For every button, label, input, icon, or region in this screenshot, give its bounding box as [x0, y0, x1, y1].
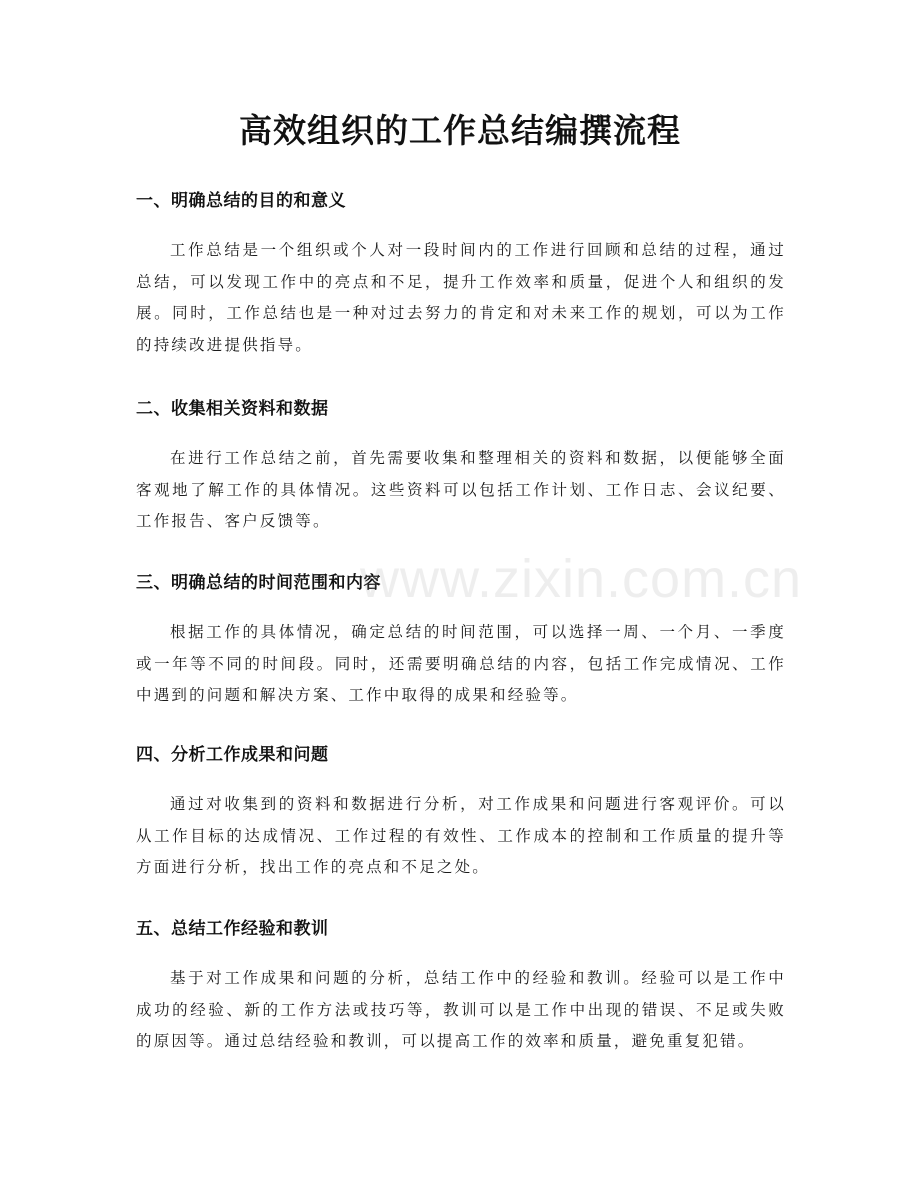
section-paragraph: 根据工作的具体情况，确定总结的时间范围，可以选择一周、一个月、一季度或一年等不同的时间段。同时，还需要明确总结的内容，包括工作完成情况、工作中遇到的问题和解决方案、工作中取得的成果和经验等。: [136, 623, 786, 704]
section-paragraph: 工作总结是一个组织或个人对一段时间内的工作进行回顾和总结的过程，通过总结，可以发现工作中的亮点和不足，提升工作效率和质量，促进个人和组织的发展。同时，工作总结也是一种对过去努力的肯定和对未来工作的规划，可以为工作的持续改进提供指导。: [136, 241, 786, 354]
section-paragraph: 在进行工作总结之前，首先需要收集和整理相关的资料和数据，以便能够全面客观地了解工作的具体情况。这些资料可以包括工作计划、工作日志、会议纪要、工作报告、客户反馈等。: [136, 449, 786, 530]
section-heading: 三、明确总结的时间范围和内容: [136, 573, 381, 593]
section-heading: 二、收集相关资料和数据: [136, 399, 329, 419]
section-heading: 一、明确总结的目的和意义: [136, 191, 346, 211]
section-1: [136, 189, 786, 361]
section-heading: 五、总结工作经验和教训: [136, 919, 329, 939]
document-title: 高效组织的工作总结编撰流程: [239, 111, 681, 150]
section-paragraph: 基于对工作成果和问题的分析，总结工作中的经验和教训。经验可以是工作中成功的经验、新的工作方法或技巧等，教训可以是工作中出现的错误、不足或失败的原因等。通过总结经验和教训，可以提高工作的效率和质量，避免重复犯错。: [136, 969, 786, 1050]
section-paragraph: 通过对收集到的资料和数据进行分析，对工作成果和问题进行客观评价。可以从工作目标的达成情况、工作过程的有效性、工作成本的控制和工作质量的提升等方面进行分析，找出工作的亮点和不足之处。: [136, 795, 786, 876]
section-5: [136, 917, 786, 1058]
section-3: [136, 571, 786, 712]
watermark: www.zixin.com.cn: [360, 549, 803, 609]
section-4: [136, 743, 786, 884]
section-2: [136, 397, 786, 538]
section-heading: 四、分析工作成果和问题: [136, 745, 329, 765]
